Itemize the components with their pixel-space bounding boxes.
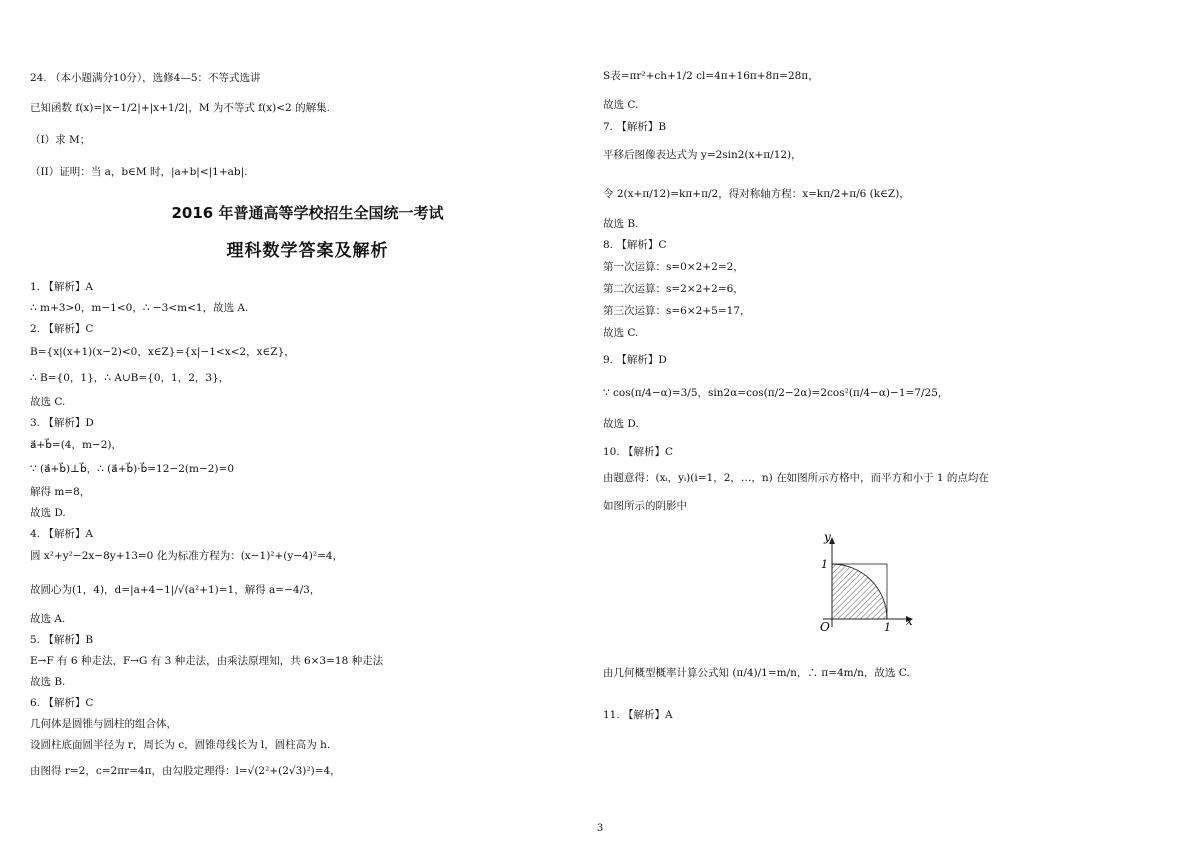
page-number: 3 xyxy=(596,823,604,834)
answer-line: 由图得 r=2，c=2πr=4π，由勾股定理得：l=√(2²+(2√3)²)=4， xyxy=(30,765,341,777)
answer-line: 6. 【解析】C xyxy=(30,697,94,709)
q24-part2: （II）证明：当 a，b∈M 时，|a+b|<|1+ab|. xyxy=(30,166,248,178)
answer-line: 第一次运算：s=0×2+2=2， xyxy=(603,261,744,273)
answer-line: 平移后图像表达式为 y=2sin2(x+π/12)， xyxy=(603,149,802,161)
answer-line: ∴ B={0，1}，∴ A∪B={0，1，2，3}， xyxy=(30,372,230,384)
answer-line: 1. 【解析】A xyxy=(30,281,93,293)
answer-line: 如图所示的阴影中 xyxy=(603,500,687,512)
shaded-region xyxy=(832,564,887,619)
origin-label: O xyxy=(820,620,830,634)
answer-line: 第二次运算：s=2×2+2=6， xyxy=(603,283,744,295)
answer-line: 3. 【解析】D xyxy=(30,417,94,429)
answer-line: 故选 B. xyxy=(30,676,66,688)
x-tick-label: 1 xyxy=(884,621,891,634)
answer-line: 4. 【解析】A xyxy=(30,528,93,540)
answer-line: 故选 B. xyxy=(603,218,639,230)
answer-line: 故选 D. xyxy=(603,418,639,430)
answer-line: 5. 【解析】B xyxy=(30,634,94,646)
q24-text: 已知函数 f(x)=|x−1/2|+|x+1/2|，M 为不等式 f(x)<2 的解集. xyxy=(30,102,330,114)
y-axis-label: y xyxy=(824,530,831,544)
answer-line: 11. 【解析】A xyxy=(603,709,673,721)
answer-line: 圆 x²+y²−2x−8y+13=0 化为标准方程为：(x−1)²+(y−4)²=4， xyxy=(30,550,344,562)
answer-line: S表=πr²+ch+1/2 cl=4π+16π+8π=28π， xyxy=(603,70,819,82)
answer-line: B={x|(x+1)(x−2)<0，x∈Z}={x|−1<x<2，x∈Z}， xyxy=(30,346,295,358)
answer-line: 7. 【解析】B xyxy=(603,121,667,133)
answer-line: 设圆柱底面圆半径为 r，周长为 c，圆锥母线长为 l，圆柱高为 h. xyxy=(30,739,331,751)
answer-line: 2. 【解析】C xyxy=(30,323,94,335)
answer-line: 故圆心为(1，4)，d=|a+4−1|/√(a²+1)=1，解得 a=−4/3， xyxy=(30,584,321,596)
answer-line: 几何体是圆锥与圆柱的组合体， xyxy=(30,718,177,730)
answer-line: 故选 D. xyxy=(30,507,66,519)
answer-line: 由几何概型概率计算公式知 (π/4)/1=m/n，∴ π=4m/n，故选 C. xyxy=(603,667,910,679)
answer-line: 令 2(x+π/12)=kπ+π/2，得对称轴方程：x=kπ/2+π/6 (k∈Z)， xyxy=(603,188,910,200)
x-axis-label: x xyxy=(906,614,913,628)
answer-line: 故选 C. xyxy=(603,99,639,111)
answer-line: 故选 C. xyxy=(603,327,639,339)
answer-line: 9. 【解析】D xyxy=(603,354,667,366)
answer-line: E→F 有 6 种走法，F→G 有 3 种走法，由乘法原理知，共 6×3=18 种走法 xyxy=(30,655,384,667)
q24-part1: （I）求 M； xyxy=(30,134,91,146)
answer-line: 故选 C. xyxy=(30,396,66,408)
answer-line: ∵ (a⃗+b⃗)⊥b⃗，∴ (a⃗+b⃗)·b⃗=12−2(m−2)=0 xyxy=(30,463,235,475)
answer-line: 故选 A. xyxy=(30,613,66,625)
answer-line: 第三次运算：s=6×2+5=17， xyxy=(603,305,751,317)
quarter-circle-figure xyxy=(805,527,920,637)
answer-line: ∵ cos(π/4−α)=3/5，sin2α=cos(π/2−2α)=2cos²(π/4−α)−1=7/25， xyxy=(603,387,949,399)
answer-line: 由题意得：(xᵢ，yᵢ)(i=1，2，…，n) 在如图所示方格中，而平方和小于 1 的点均在 xyxy=(603,472,989,484)
answer-line: 10. 【解析】C xyxy=(603,446,674,458)
page-title: 2016 年普通高等学校招生全国统一考试 xyxy=(171,204,444,222)
answer-line: ∴ m+3>0，m−1<0，∴ −3<m<1，故选 A. xyxy=(30,302,249,314)
answer-line: a⃗+b⃗=(4，m−2)， xyxy=(30,439,123,451)
y-tick-label: 1 xyxy=(821,558,828,571)
page-subtitle: 理科数学答案及解析 xyxy=(226,241,389,261)
q24-header: 24. （本小题满分10分），选修4—5：不等式选讲 xyxy=(30,72,261,84)
answer-line: 解得 m=8， xyxy=(30,486,91,498)
answer-line: 8. 【解析】C xyxy=(603,239,667,251)
